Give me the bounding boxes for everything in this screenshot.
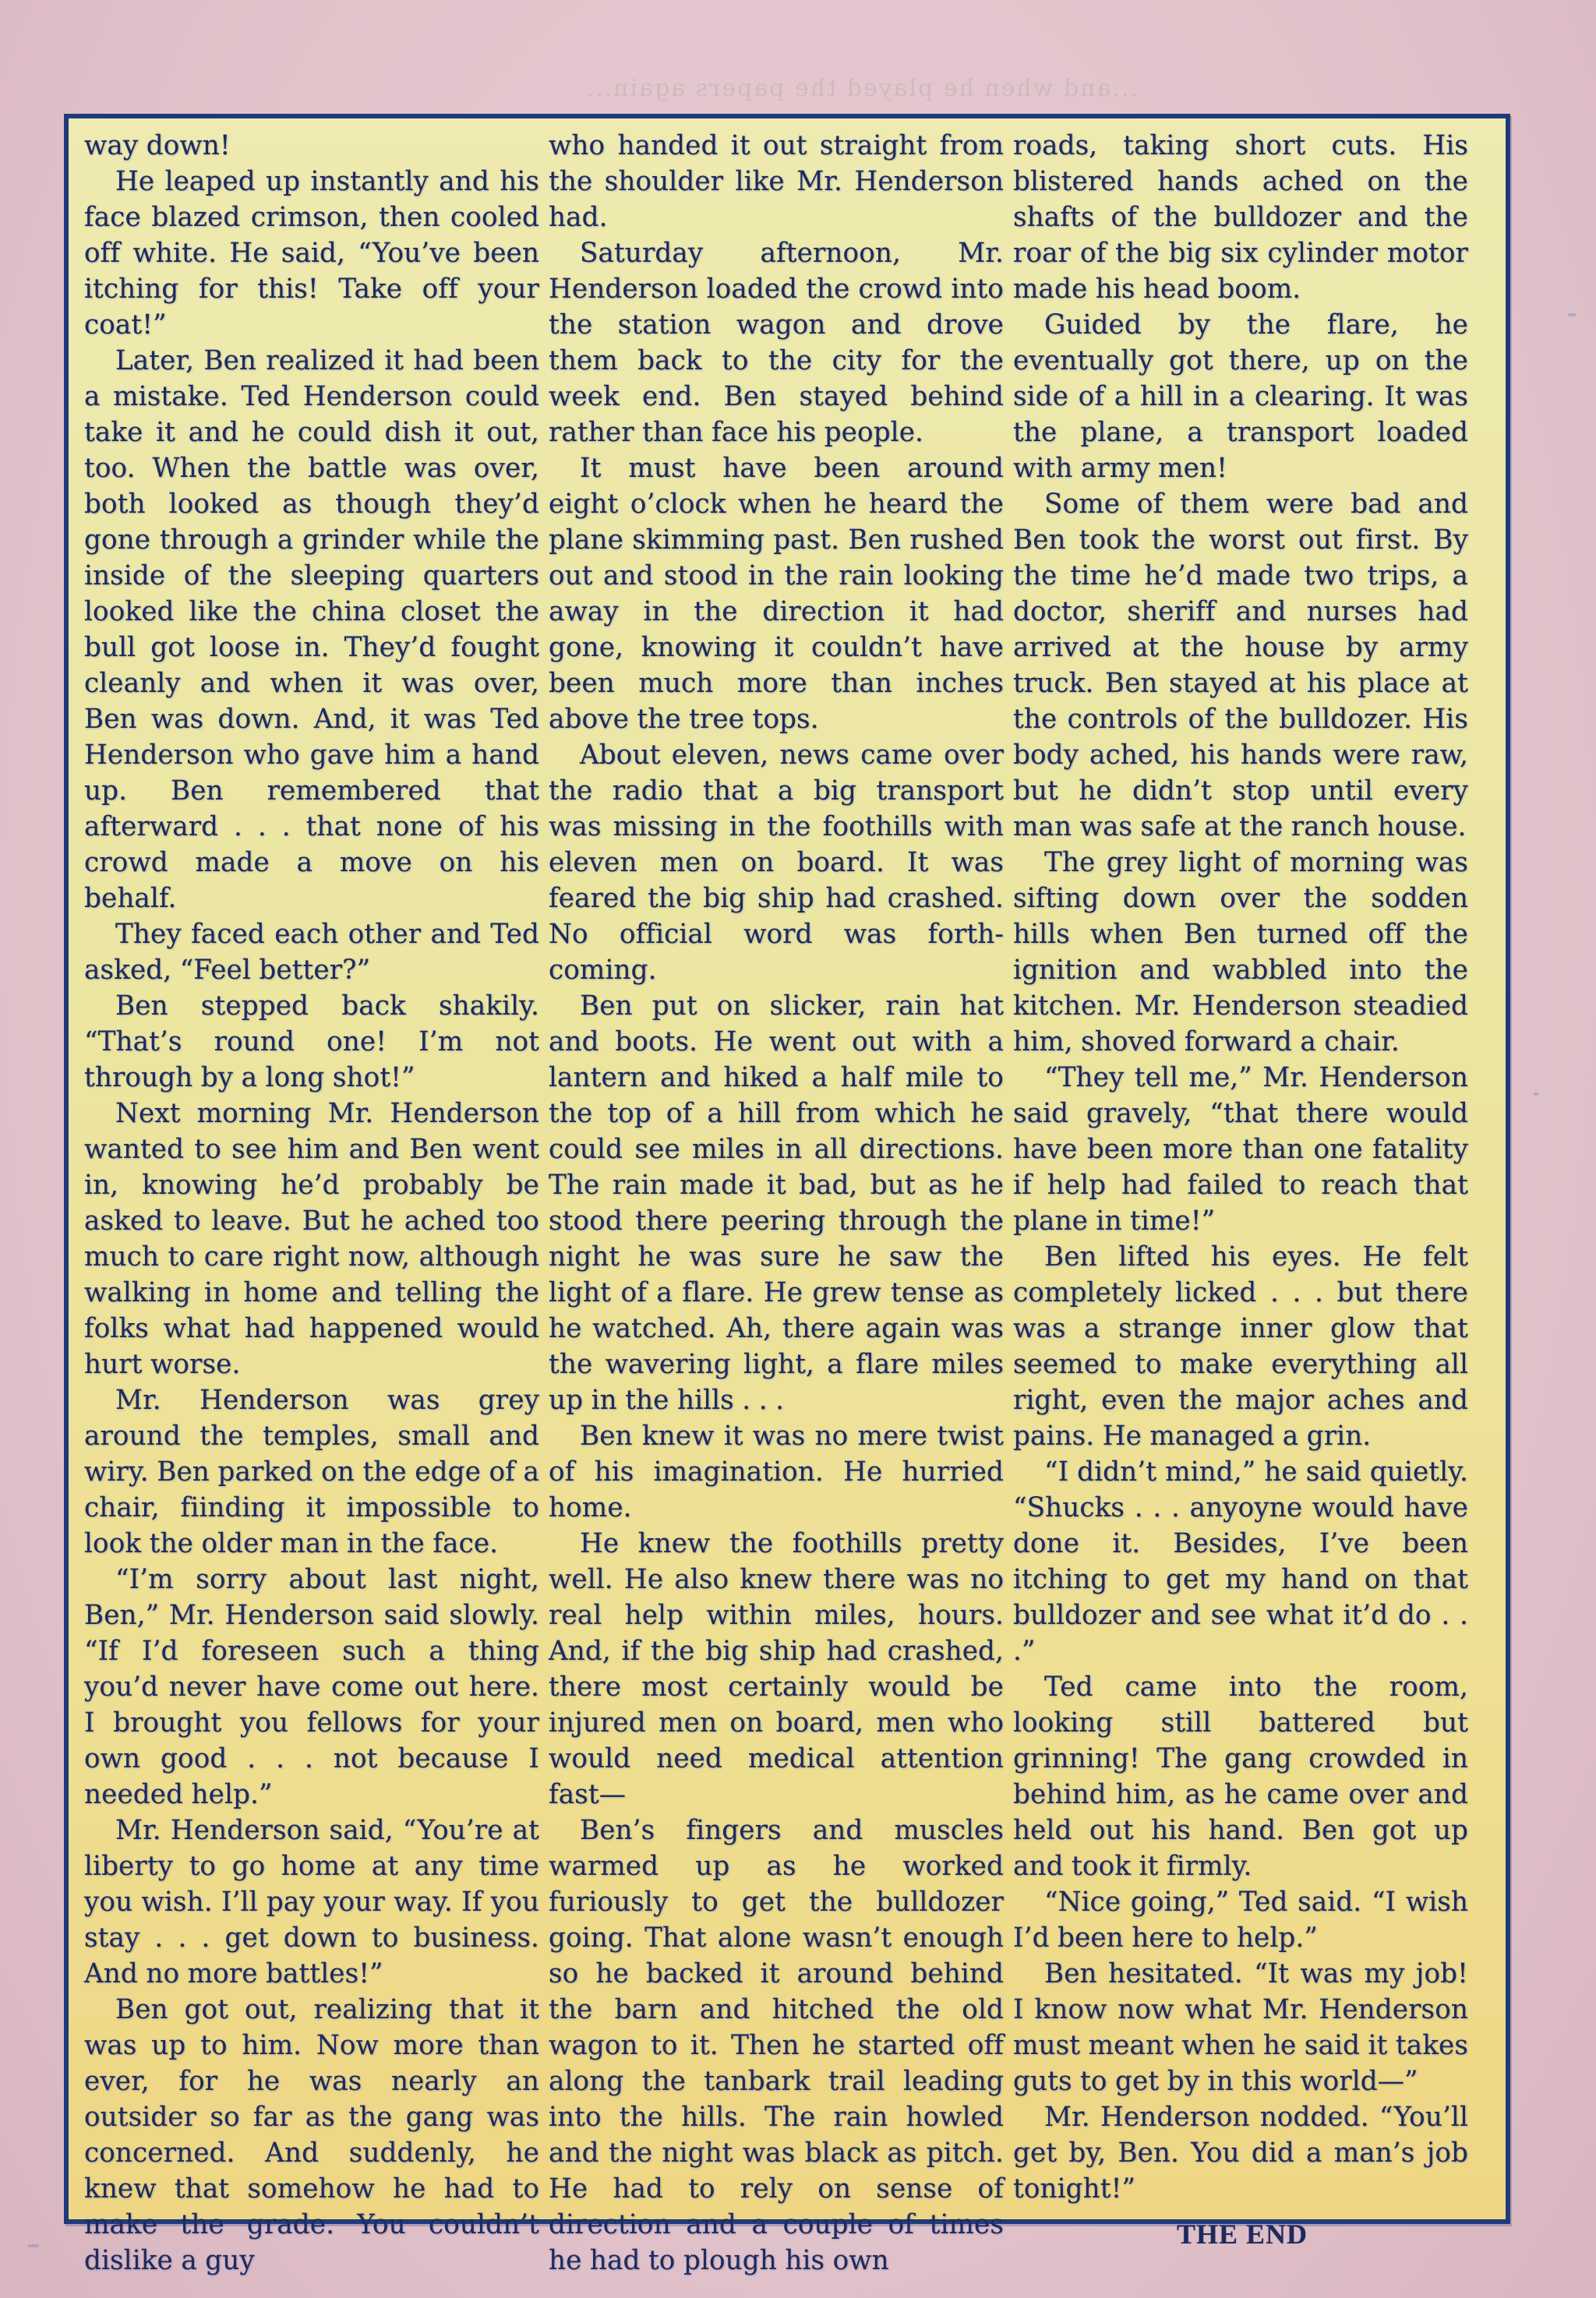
paragraph: way down!: [84, 130, 231, 161]
the-end-label: THE END: [1177, 2219, 1308, 2250]
paragraph: Ben’s fingers and muscles warmed up as he worked furiously to get the bulldozer going. That alone wasn’t enough so he backed it around behind the barn and hitched the old wagon to it. Then he started off along the tanbark trail leading into the hills. The rain howled and the night was black as pitch. He had to rely on sense of direction and a couple of times he had to plough his own: [549, 1815, 1004, 2276]
paragraph: “Nice going,” Ted said. “I wish I’d been here to help.”: [1013, 1887, 1468, 1954]
print-speck: [28, 2244, 39, 2247]
paragraph: Some of them were bad and Ben took the worst out first. By the time he’d made two trips, a doctor, sheriff and nurses had arrived at the house by army truck. Ben stayed at his place at the controls of the bulldozer. His body ached, his hands were raw, but he didn’t stop until every man was safe at the ranch house.: [1013, 489, 1468, 842]
paragraph: Next morning Mr. Henderson wanted to see him and Ben went in, knowing he’d probably be asked to leave. But he ached too much to care right now, although walking in home and telling the folks what had happened would hurt worse.: [84, 1098, 539, 1380]
paragraph: Ben lifted his eyes. He felt completely licked . . . but there was a strange inner glow that seemed to make everything all right, even the major aches and pains. He managed a grin.: [1013, 1241, 1468, 1452]
reverse-side-bleed-text: ...and when he played the papers again...: [584, 75, 1138, 102]
paragraph: Ben got out, realizing that it was up to him. Now more than ever, for he was nearly an outsider so far as the gang was concerned. And suddenly, he knew that somehow he had to make the grade. You couldn’t dislike a guy: [84, 1994, 539, 2276]
column-3: [1008, 128, 1473, 2279]
paragraph: It must have been around eight o’clock when he heard the plane skimming past. Ben rushed out and stood in the rain looking away in the direction it had gone, knowing it couldn’t have been much more than inches above the tree tops.: [549, 453, 1004, 735]
paragraph: Guided by the flare, he eventually got there, up on the side of a hill in a clearing. It was the plane, a transport loaded with army men!: [1013, 309, 1468, 484]
paragraph: Mr. Henderson was grey around the temples, small and wiry. Ben parked on the edge of a chair, fiinding it impossible to look the older man in the face.: [84, 1385, 539, 1559]
print-speck: [1534, 1093, 1538, 1096]
paragraph: Mr. Henderson said, “You’re at liberty to go home at any time you wish. I’ll pay your way. If you stay . . . get down to business. And no more battles!”: [84, 1815, 539, 1989]
column-2: [544, 128, 1008, 2279]
paragraph: Ben hesitated. “It was my job! I know now what Mr. Henderson must meant when he said it takes guts to get by in this world—”: [1013, 1958, 1468, 2097]
paragraph: Mr. Henderson nodded. “You’ll get by, Ben. You did a man’s job tonight!”: [1013, 2102, 1468, 2204]
paragraph: The grey light of morning was sifting down over the sodden hills when Ben turned off the ignition and wabbled into the kitchen. Mr. Henderson steadied him, shoved forward a chair.: [1013, 847, 1468, 1057]
paragraph: They faced each other and Ted asked, “Feel better?”: [84, 919, 539, 986]
paragraph: “They tell me,” Mr. Henderson said gravely, “that there would have been more than one fatality if help had failed to reach that plane in time!”: [1013, 1062, 1468, 1237]
print-speck: [1568, 313, 1576, 316]
paragraph: Ben put on slicker, rain hat and boots. He went out with a lantern and hiked a half mile to the top of a hill from which he could see miles in all directions. The rain made it bad, but as he stood there peering through the night he was sure he saw the light of a flare. He grew tense as he watched. Ah, there again was the wavering light, a flare miles up in the hills . . .: [549, 990, 1004, 1416]
story-text-panel: [64, 114, 1510, 2276]
paragraph: who handed it out straight from the shoulder like Mr. Henderson had.: [549, 130, 1004, 233]
paragraph: “I’m sorry about last night, Ben,” Mr. Henderson said slowly. “If I’d foreseen such a thing you’d never have come out here. I brought you fellows for your own good . . . not because I needed help.”: [84, 1564, 539, 1810]
paragraph: Saturday afternoon, Mr. Henderson loaded the crowd into the station wagon and drove them back to the city for the week end. Ben stayed behind rather than face his people.: [549, 238, 1004, 448]
text-columns: [79, 128, 1496, 2276]
column-1: [79, 128, 544, 2279]
paragraph: Ben knew it was no mere twist of his imagination. He hurried home.: [549, 1421, 1004, 1523]
paragraph: He knew the foothills pretty well. He also knew there was no real help within miles, hours. And, if the big ship had crashed, there most certainly would be injured men on board, men who would need medical attention fast—: [549, 1528, 1004, 1810]
paragraph: Ted came into the room, looking still battered but grinning! The gang crowded in behind him, as he came over and held out his hand. Ben got up and took it firmly.: [1013, 1671, 1468, 1882]
paragraph: roads, taking short cuts. His blistered hands ached on the shafts of the bulldozer and the roar of the big six cylinder motor made his head boom.: [1013, 130, 1468, 305]
paragraph: He leaped up instantly and his face blazed crimson, then cooled off white. He said, “You’ve been itching for this! Take off your coat!”: [84, 166, 539, 341]
paragraph: “I didn’t mind,” he said quietly. “Shucks . . . anyoyne would have done it. Besides, I’ve been itching to get my hand on that bulldozer and see what it’d do . . .”: [1013, 1456, 1468, 1667]
paragraph: Later, Ben realized it had been a mistake. Ted Henderson could take it and he could dish it out, too. When the battle was over, both looked as though they’d gone through a grinder while the inside of the sleeping quarters looked like the china closet the bull got loose in. They’d fought cleanly and when it was over, Ben was down. And, it was Ted Henderson who gave him a hand up. Ben remembered that afterward . . . that none of his crowd made a move on his behalf.: [84, 345, 539, 914]
paragraph: Ben stepped back shakily. “That’s round one! I’m not through by a long shot!”: [84, 990, 539, 1093]
paragraph: About eleven, news came over the radio that a big transport was missing in the foothills with eleven men on board. It was feared the big ship had crashed. No official word was forth-coming.: [549, 740, 1004, 986]
